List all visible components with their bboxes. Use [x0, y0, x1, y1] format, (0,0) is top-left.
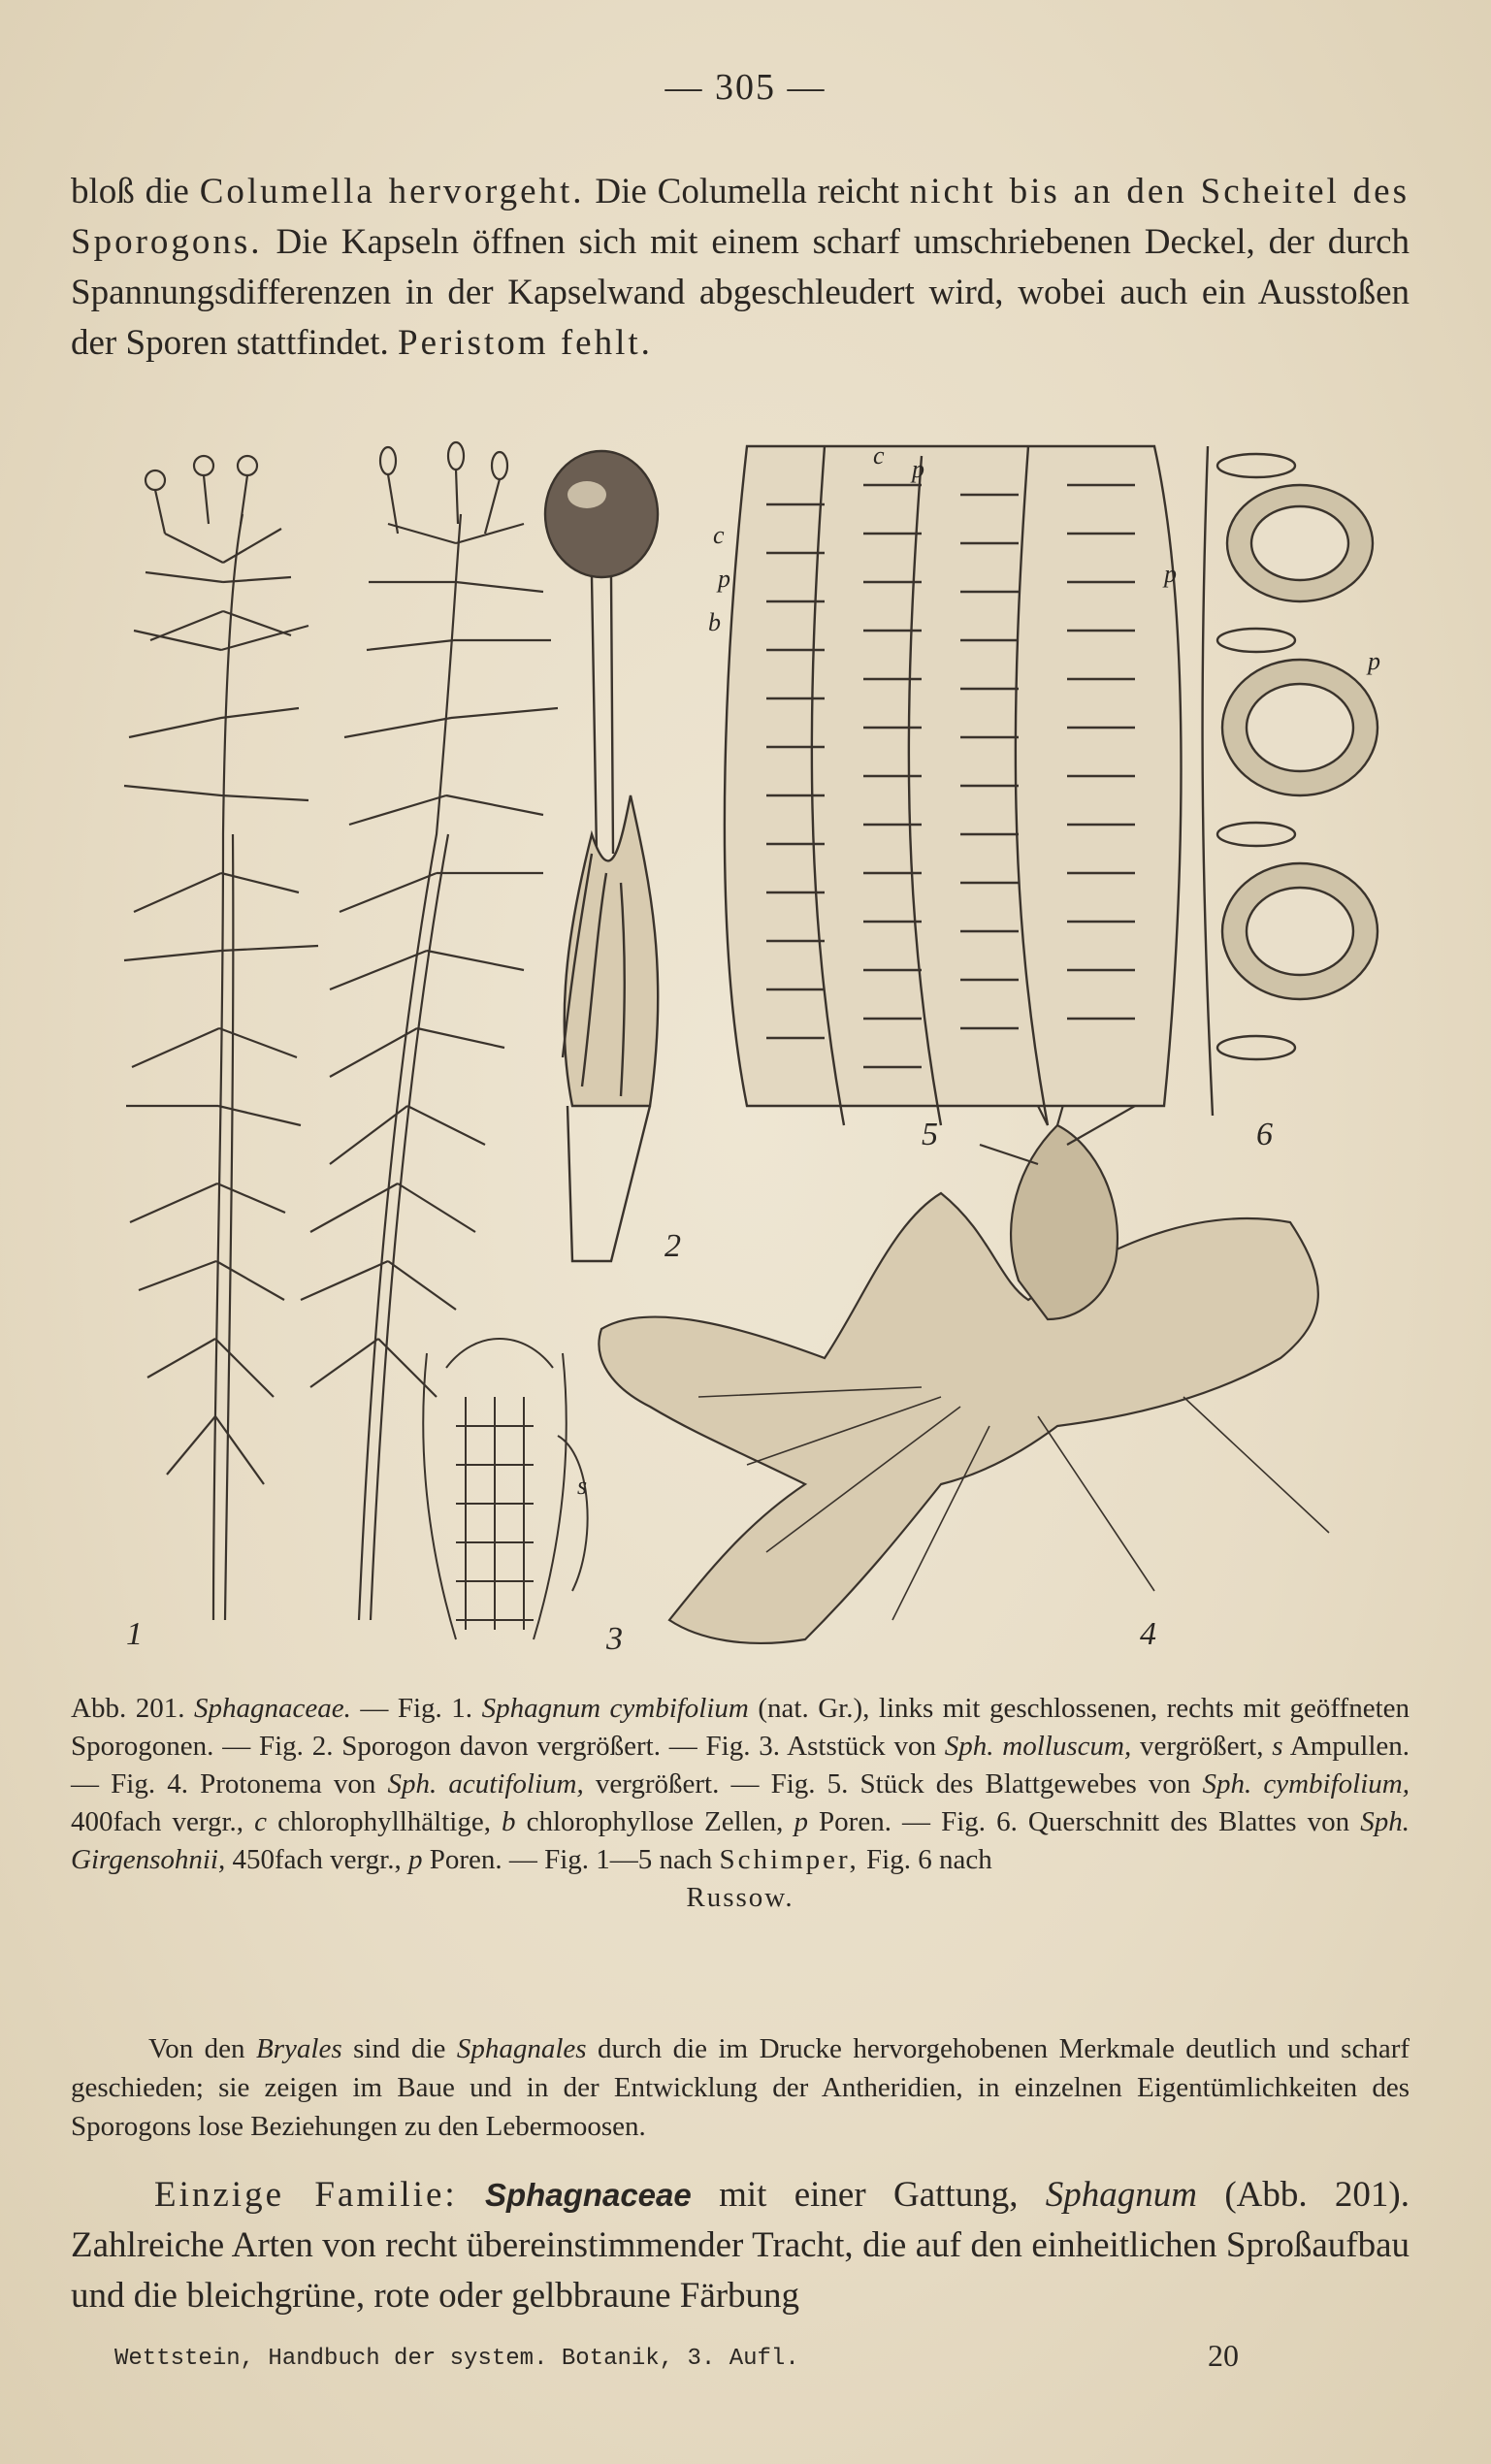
- fig-label-4: 4: [1140, 1616, 1156, 1652]
- fig6-letter-p: p: [1368, 647, 1380, 675]
- text-run: vergrößert. — Fig. 5. Stück des Blattgewebes von: [583, 1768, 1203, 1799]
- page-number: — 305 —: [664, 67, 827, 108]
- text-run: — Fig. 1.: [350, 1693, 482, 1724]
- fig-label-1: 1: [126, 1616, 143, 1652]
- italic-run: Sph. molluscum,: [944, 1731, 1132, 1762]
- italic-run: Sphagnales: [456, 2033, 587, 2064]
- fig6-leaf-cross-section: [1203, 446, 1378, 1116]
- fig5-letter-p-left: p: [718, 565, 730, 593]
- fig3-letter-s: s: [577, 1472, 588, 1500]
- text-run: (Abb. 201). Zahlreiche Arten von recht übereinstimmender Tracht, die auf den einheitlichen Sproßaufbau und die bleichgrüne, rote oder gelbbraune Färbung: [71, 2175, 1410, 2316]
- italic-run: Bryales: [256, 2033, 342, 2064]
- fig4-protonema: [599, 1057, 1329, 1643]
- spaced-text-run: Peristom fehlt.: [398, 323, 653, 363]
- text-run: mit einer Gattung,: [691, 2175, 1046, 2215]
- fig1-moss-plant-right: [301, 442, 558, 1620]
- text-run: durch die im Drucke hervorgehobenen Merkmale deutlich und scharf geschieden; sie zeigen im Baue und in der Entwicklung der Antheridien, in einzelnen Eigentümlichkeiten des Sporogons lose Beziehungen zu den Lebermoosen.: [71, 2033, 1410, 2142]
- text-run: Abb. 201.: [71, 1693, 194, 1724]
- italic-run: Sph. cymbifolium,: [1202, 1768, 1410, 1799]
- fig5-letter-p-top: p: [912, 455, 924, 483]
- body-paragraph-top: [71, 167, 1410, 369]
- footer-signature: 20: [1208, 2338, 1239, 2373]
- italic-run: p: [794, 1806, 808, 1837]
- fig3-branch-piece: [423, 1339, 587, 1639]
- italic-run: Sphagnum: [1045, 2175, 1197, 2215]
- figure-caption: [71, 1690, 1410, 1917]
- caption-last-line: Russow.: [686, 1882, 794, 1913]
- text-run: Fig. 6 nach: [859, 1844, 992, 1875]
- footer-reference: Wettstein, Handbuch der system. Botanik, 3. Aufl.: [114, 2346, 799, 2372]
- text-run: 400fach vergr.,: [71, 1806, 255, 1837]
- figure-illustration: [68, 427, 1426, 1688]
- text-run: Die Columella reicht: [584, 172, 910, 211]
- italic-run: Sph. Girgensohnii,: [71, 1806, 1410, 1875]
- text-run: bloß die: [71, 172, 200, 211]
- fig5-leaf-tissue: [725, 446, 1182, 1125]
- text-run: Poren. — Fig. 6. Querschnitt des Blattes von: [807, 1806, 1361, 1837]
- fig5-letter-b: b: [708, 608, 721, 636]
- text-run: Ampullen. — Fig. 4. Protonema von: [71, 1731, 1410, 1799]
- italic-run: s: [1272, 1731, 1283, 1762]
- text-run: Die Kapseln öffnen sich mit einem scharf umschriebenen Deckel, der durch Spannungsdifferenzen in der Kapselwand abgeschleudert wird, wobei auch ein Ausstoßen der Sporen stattfindet.: [71, 222, 1410, 363]
- body-paragraph-3: [71, 2170, 1410, 2321]
- text-run: Poren. — Fig. 1—5 nach: [422, 1844, 720, 1875]
- fig-label-3: 3: [606, 1621, 623, 1657]
- italic-run: c: [254, 1806, 267, 1837]
- text-run: chlorophyllhältige,: [267, 1806, 502, 1837]
- italic-run: Sphagnaceae.: [193, 1693, 351, 1724]
- fig5-letter-c-top: c: [873, 441, 885, 470]
- italic-run: Sph. acutifolium,: [387, 1768, 584, 1799]
- spaced-text-run: nicht bis an den Scheitel des Sporogons.: [71, 172, 1410, 262]
- bold-family-name: Sphagnaceae: [484, 2177, 692, 2213]
- text-run: chlorophyllose Zellen,: [515, 1806, 794, 1837]
- text-run: Von den: [148, 2033, 257, 2064]
- text-run: sind die: [341, 2033, 457, 2064]
- text-run: 450fach vergr.,: [225, 1844, 408, 1875]
- spaced-text-run: Columella hervorgeht.: [199, 172, 585, 211]
- body-paragraph-2: [71, 2029, 1410, 2146]
- italic-run: p: [407, 1844, 423, 1875]
- fig5-letter-c-left: c: [713, 521, 725, 549]
- italic-run: b: [502, 1806, 516, 1837]
- fig-label-6: 6: [1256, 1117, 1273, 1152]
- fig-label-5: 5: [922, 1117, 938, 1152]
- fig-label-2: 2: [664, 1228, 681, 1264]
- fig1-moss-plant-left: [124, 456, 318, 1620]
- figure-sphagnaceae: [68, 427, 1426, 1688]
- italic-run: Sphagnum cymbifolium: [481, 1693, 749, 1724]
- text-run: vergrößert,: [1131, 1731, 1273, 1762]
- spaced-text-run: Schimper,: [719, 1844, 859, 1875]
- spaced-text-run: Einzige Familie:: [154, 2175, 458, 2215]
- text-run: (nat. Gr.), links mit geschlossenen, rechts mit geöffneten Sporogonen. — Fig. 2. Sporogon davon vergrößert. — Fig. 3. Aststück von: [71, 1693, 1410, 1762]
- fig5-letter-p-right: p: [1164, 560, 1177, 588]
- fig2-sporogon: [545, 451, 658, 1261]
